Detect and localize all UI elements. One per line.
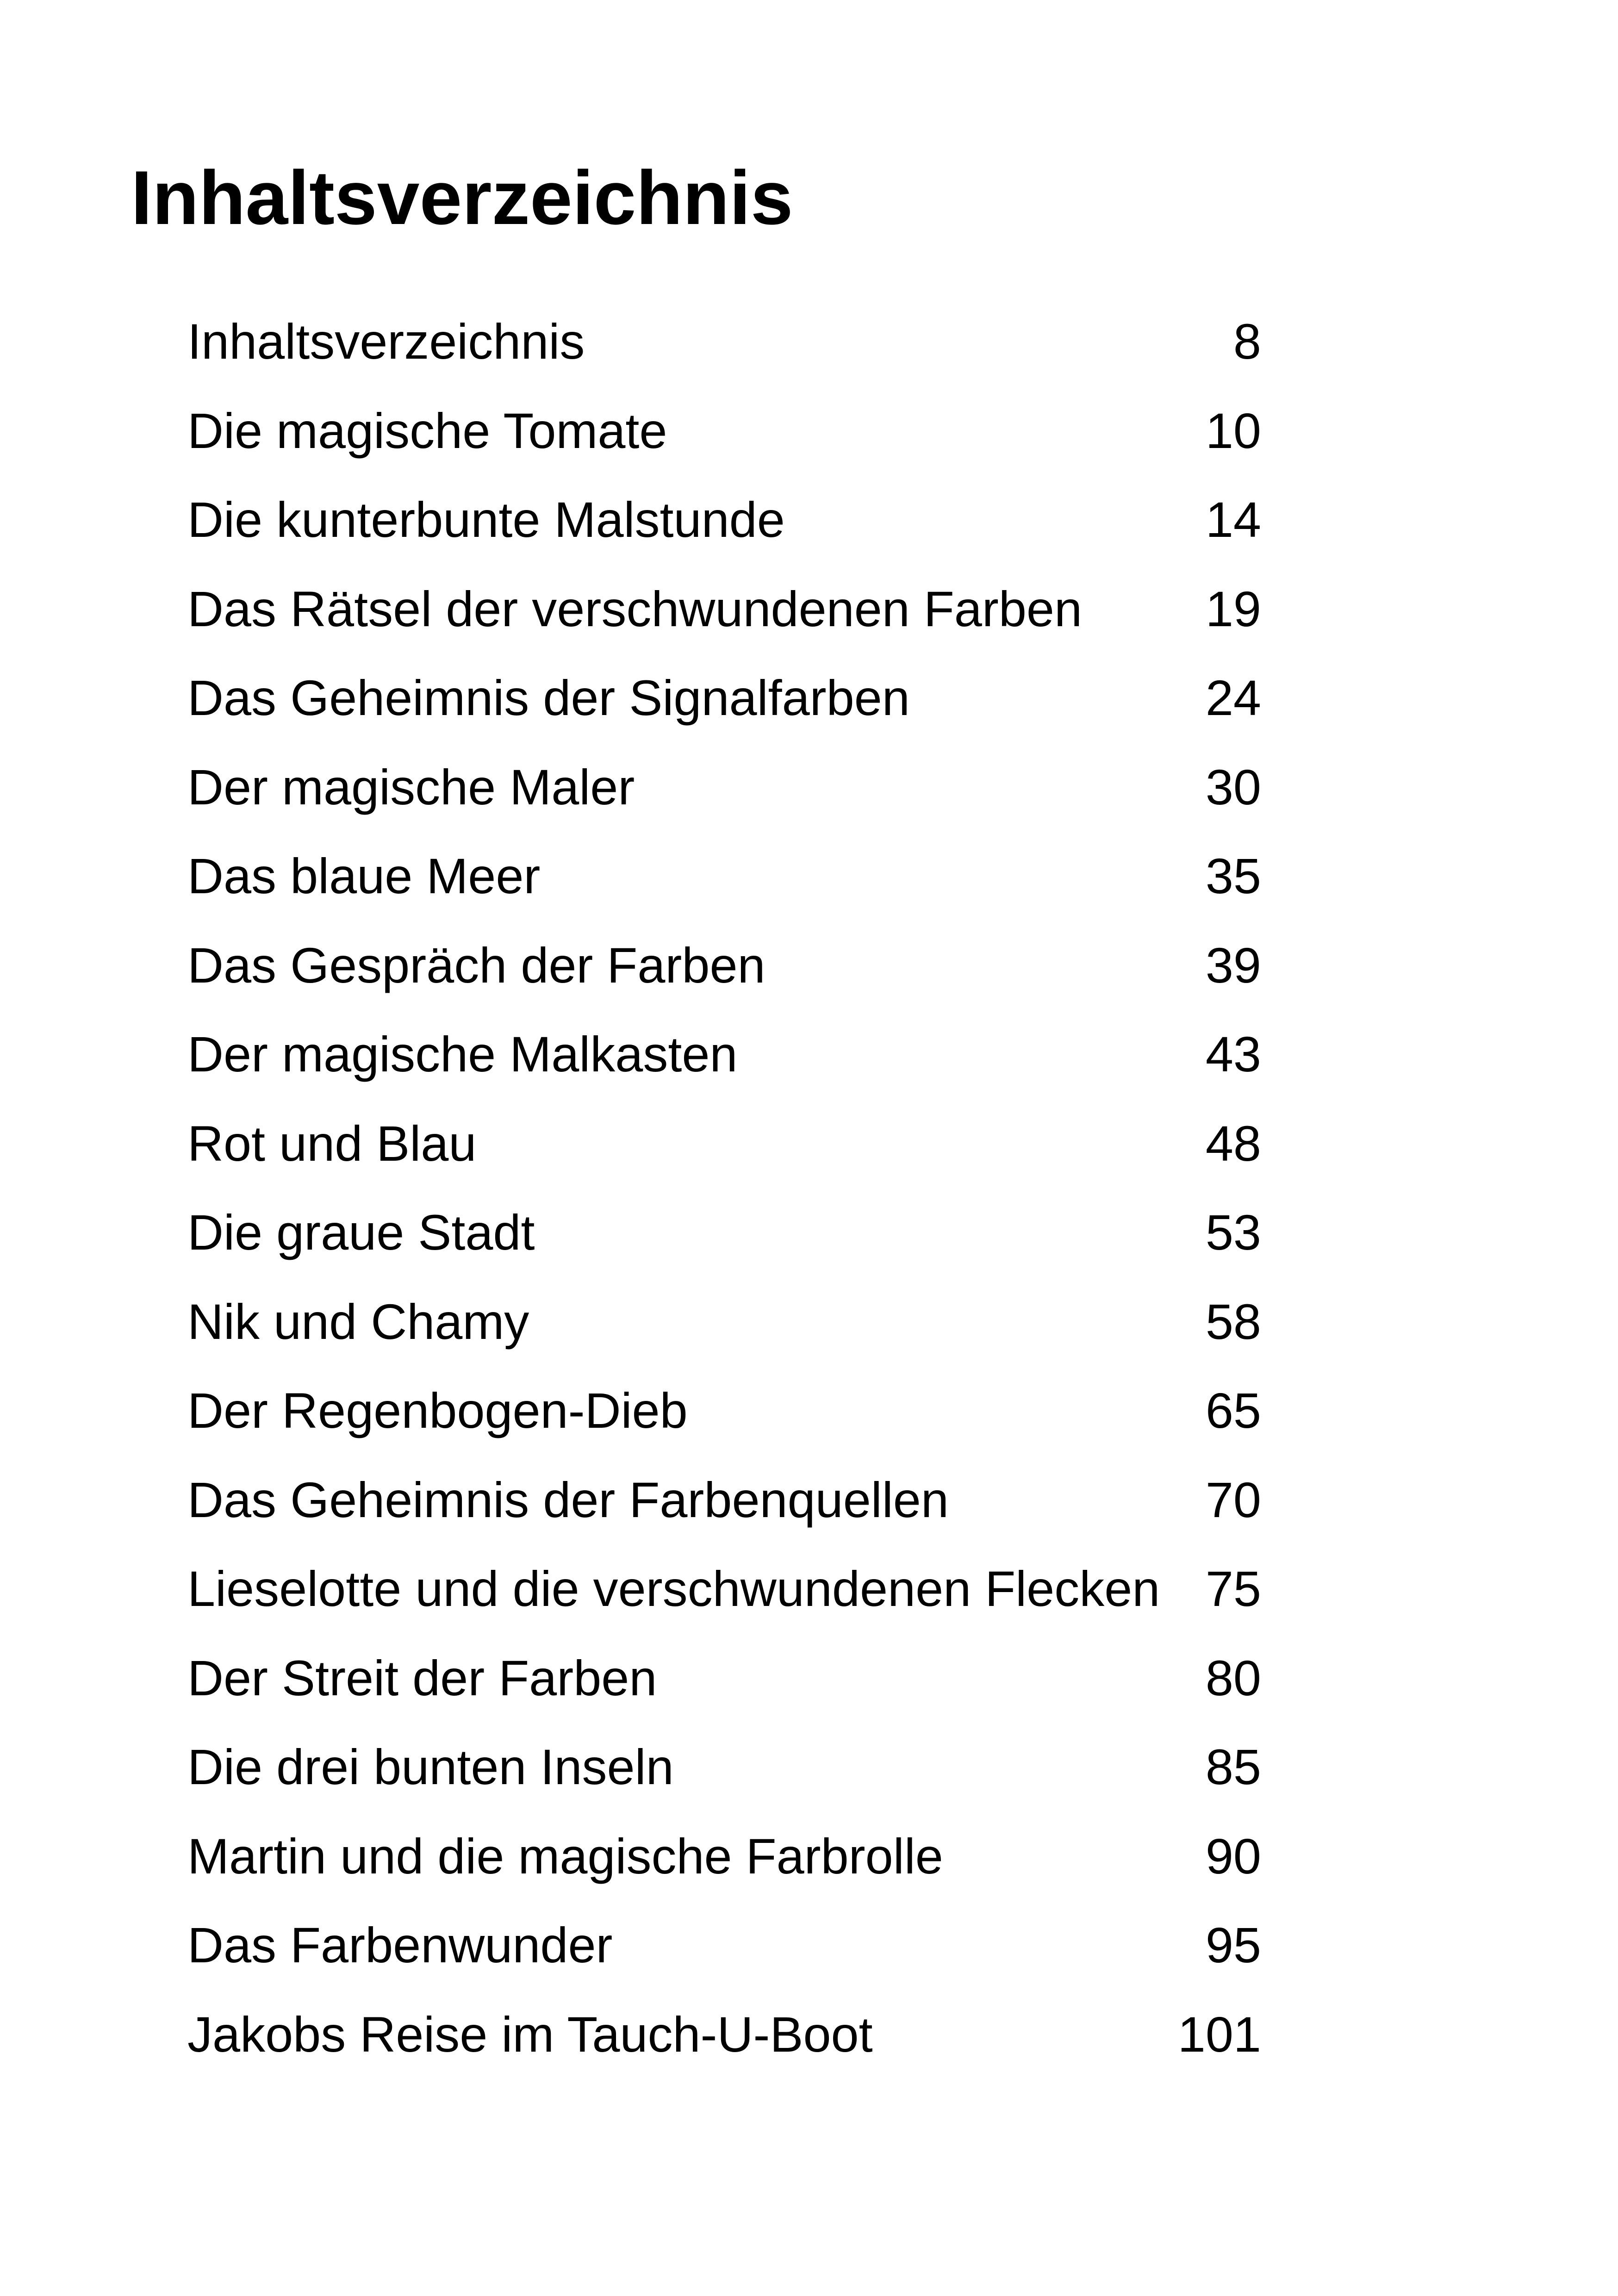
toc-entry (187, 1917, 1261, 2010)
toc-entry (187, 580, 1261, 673)
toc-entry-page: 70 (1205, 1471, 1261, 1528)
toc-entry (187, 937, 1261, 1030)
page-title: Inhaltsverzeichnis (131, 155, 793, 240)
toc-entry (187, 670, 1261, 762)
toc-entry-page: 39 (1205, 937, 1261, 993)
toc-entry-page: 8 (1233, 313, 1261, 369)
toc-entry-title: Lieselotte und die verschwundenen Flecken (187, 1561, 1160, 1617)
toc-entry (187, 759, 1261, 852)
toc-entry-title: Martin und die magische Farbrolle (187, 1828, 943, 1884)
toc-entry-page: 85 (1205, 1739, 1261, 1795)
toc-entry (187, 1293, 1261, 1386)
toc-entry (187, 2006, 1261, 2099)
toc-entry-page: 80 (1205, 1649, 1261, 1706)
toc-entry (187, 1382, 1261, 1475)
toc-entry-page: 10 (1205, 402, 1261, 459)
toc-entry-page: 101 (1177, 2006, 1261, 2062)
toc-entry (187, 402, 1261, 495)
toc-entry (187, 1561, 1261, 1653)
toc-entry (187, 1649, 1261, 1742)
toc-entry-title: Das Geheimnis der Signalfarben (187, 670, 910, 726)
toc-entry-page: 75 (1205, 1561, 1261, 1617)
toc-entry (187, 492, 1261, 584)
toc-entry-page: 14 (1205, 492, 1261, 548)
toc-entry-title: Die magische Tomate (187, 402, 667, 459)
toc-entry-page: 35 (1205, 848, 1261, 904)
toc-entry-page: 58 (1205, 1293, 1261, 1350)
toc-entry-title: Der Streit der Farben (187, 1649, 657, 1706)
toc-entry-page: 90 (1205, 1828, 1261, 1884)
toc-entry-title: Das Farbenwunder (187, 1917, 613, 1973)
toc-entry (187, 1471, 1261, 1564)
toc-entry (187, 1739, 1261, 1831)
toc-entry-title: Das Rätsel der verschwundenen Farben (187, 580, 1083, 637)
toc-entry-page: 48 (1205, 1115, 1261, 1171)
toc-entry-title: Der Regenbogen-Dieb (187, 1382, 688, 1438)
toc-entry-title: Die graue Stadt (187, 1204, 535, 1260)
toc-entry-page: 30 (1205, 759, 1261, 815)
toc-entry (187, 313, 1261, 406)
toc-entry (187, 1204, 1261, 1297)
toc-entry-page: 19 (1205, 580, 1261, 637)
toc-entry-title: Die drei bunten Inseln (187, 1739, 674, 1795)
table-of-contents (187, 313, 1261, 2098)
toc-entry-title: Der magische Maler (187, 759, 635, 815)
toc-entry-title: Inhaltsverzeichnis (187, 313, 585, 369)
toc-entry-title: Nik und Chamy (187, 1293, 529, 1350)
toc-entry-title: Jakobs Reise im Tauch-U-Boot (187, 2006, 873, 2062)
toc-entry-page: 24 (1205, 670, 1261, 726)
toc-entry-page: 53 (1205, 1204, 1261, 1260)
toc-entry (187, 1026, 1261, 1119)
toc-entry-title: Das blaue Meer (187, 848, 541, 904)
toc-entry (187, 1828, 1261, 1921)
toc-entry-title: Das Geheimnis der Farbenquellen (187, 1471, 949, 1528)
toc-entry-page: 95 (1205, 1917, 1261, 1973)
toc-entry-title: Das Gespräch der Farben (187, 937, 765, 993)
toc-entry-page: 43 (1205, 1026, 1261, 1082)
toc-entry (187, 1115, 1261, 1208)
toc-entry-title: Rot und Blau (187, 1115, 477, 1171)
toc-entry-title: Der magische Malkasten (187, 1026, 738, 1082)
toc-entry-page: 65 (1205, 1382, 1261, 1438)
toc-entry (187, 848, 1261, 940)
toc-entry-title: Die kunterbunte Malstunde (187, 492, 785, 548)
